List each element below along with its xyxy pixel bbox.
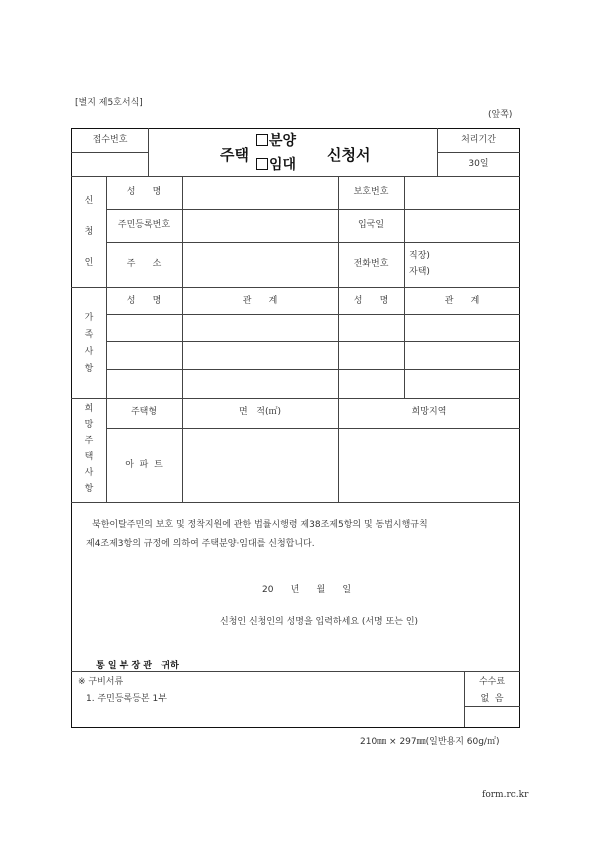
- address-label: 주 소: [126, 259, 162, 269]
- protection-number-field[interactable]: [405, 177, 518, 208]
- phone-label: 전화번호: [353, 259, 389, 269]
- rent-checkbox[interactable]: [256, 158, 268, 170]
- applicant-signature[interactable]: 신청인 신청인의 성명을 입력하세요 (서명 또는 인): [220, 617, 419, 627]
- family-section-char: 가: [84, 313, 94, 323]
- family-name-header: 성 명: [126, 296, 162, 306]
- applicant-section-char: 청: [84, 227, 94, 237]
- entry-date-field[interactable]: [405, 210, 518, 241]
- phone-home-label: 자택): [409, 267, 430, 277]
- fee-value: 없 음: [480, 694, 504, 704]
- statement-line-2: 제4조제3항의 규정에 의하여 주택분양·임대를 신청합니다.: [86, 539, 315, 549]
- processing-period-value: 30일: [468, 159, 489, 169]
- entry-date-label: 입국일: [357, 220, 385, 230]
- required-document-item: 1. 주민등록등본 1부: [86, 694, 167, 704]
- family-section-char: 항: [84, 364, 94, 374]
- paper-spec: 210㎜ × 297㎜(일반용지 60g/㎡): [360, 737, 500, 747]
- desired-region-field[interactable]: [339, 429, 518, 501]
- applicant-name-field[interactable]: [183, 177, 337, 208]
- option-rent[interactable]: [256, 157, 296, 173]
- area-label: 면 적(㎡): [239, 407, 281, 417]
- family-section-char: 족: [84, 330, 94, 340]
- page-side-label: (앞쪽): [488, 110, 513, 120]
- receipt-number-label: 접수번호: [92, 135, 128, 145]
- option-rent-label: 임대: [269, 157, 297, 173]
- rrn-field[interactable]: [183, 210, 337, 241]
- area-field[interactable]: [183, 429, 337, 501]
- family-relation-header: 관 계: [242, 296, 278, 306]
- family-relation-header: 관 계: [444, 296, 480, 306]
- apartment-label: 아 파 트: [125, 460, 163, 470]
- housing-section-char: 망: [84, 420, 94, 430]
- housing-section-char: 택: [84, 452, 94, 462]
- phone-work-label: 직장): [409, 251, 430, 261]
- addressee: 통 일 부 장 관 귀하: [96, 661, 179, 671]
- site-watermark: form.rc.kr: [482, 790, 529, 800]
- rrn-label: 주민등록번호: [117, 220, 171, 230]
- form-number: [별지 제5호서식]: [75, 98, 143, 108]
- family-name-header: 성 명: [353, 296, 389, 306]
- title-prefix: 주택: [220, 146, 249, 164]
- title-suffix: 신청서: [327, 146, 371, 164]
- applicant-section-char: 인: [84, 258, 94, 268]
- fee-label: 수수료: [478, 677, 506, 687]
- housing-section-char: 희: [84, 404, 94, 414]
- housing-section-char: 주: [84, 436, 94, 446]
- protection-number-label: 보호번호: [353, 187, 389, 197]
- desired-region-label: 희망지역: [411, 407, 447, 417]
- processing-period-label: 처리기간: [461, 135, 496, 145]
- address-field[interactable]: [183, 243, 337, 286]
- housing-section-char: 사: [84, 468, 94, 478]
- applicant-name-label: 성 명: [126, 187, 162, 197]
- option-sale[interactable]: [256, 133, 296, 149]
- application-date: 20 년 월 일: [262, 585, 352, 595]
- required-documents-label: ※ 구비서류: [78, 677, 124, 687]
- option-sale-label: 분양: [269, 133, 297, 149]
- family-section-char: 사: [84, 347, 94, 357]
- statement-line-1: 북한이탈주민의 보호 및 정착지원에 관한 법률시행령 제38조제5항의 및 동법시행규칙: [92, 520, 428, 530]
- housing-type-label: 주택형: [130, 407, 158, 417]
- sale-checkbox[interactable]: [256, 134, 268, 146]
- applicant-section-char: 신: [84, 196, 94, 206]
- housing-section-char: 항: [84, 484, 94, 494]
